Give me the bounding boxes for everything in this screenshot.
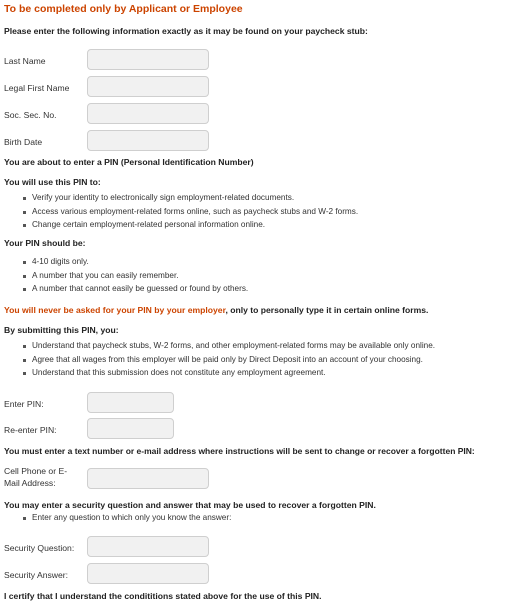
reenter-pin-label: Re-enter PIN: [4, 425, 57, 435]
enter-pin-label: Enter PIN: [4, 399, 44, 409]
contact-label-line2: Mail Address: [4, 478, 56, 488]
form-title: To be completed only by Applicant or Employee [4, 3, 243, 15]
list-item: Verify your identity to electronically sign employment-related documents. [20, 191, 358, 205]
instructions-text: Please enter the following information exactly as it may be found on your paycheck stub: [4, 26, 368, 36]
uses-list [20, 191, 358, 232]
reenter-pin-input[interactable] [87, 418, 174, 439]
security-note-list [20, 511, 231, 525]
uses-heading: You will use this PIN to: [4, 177, 101, 187]
last-name-label: Last Name [4, 56, 46, 66]
security-answer-label: Security Answer: [4, 570, 68, 580]
list-item: A number that you can easily remember. [20, 269, 248, 283]
list-item: Access various employment-related forms online, such as paycheck stubs and W-2 forms. [20, 205, 358, 219]
contact-input[interactable] [87, 468, 209, 489]
submitting-heading: By submitting this PIN, you: [4, 325, 119, 335]
enter-pin-input[interactable] [87, 392, 174, 413]
recovery-heading: You must enter a text number or e-mail address where instructions will be sent to change or recover a forgotten PIN: [4, 446, 475, 456]
security-question-input[interactable] [87, 536, 209, 557]
list-item: Understand that this submission does not constitute any employment agreement. [20, 366, 435, 380]
contact-label-line1: Cell Phone or E- [4, 466, 68, 476]
ssn-input[interactable] [87, 103, 209, 124]
birth-date-input[interactable] [87, 130, 209, 151]
first-name-input[interactable] [87, 76, 209, 97]
list-item: A number that cannot easily be guessed or found by others. [20, 282, 248, 296]
should-be-heading: Your PIN should be: [4, 238, 86, 248]
certify-text: I certify that I understand the condititions stated above for the use of this PIN. [4, 591, 322, 601]
security-answer-input[interactable] [87, 563, 209, 584]
pin-warning [4, 305, 428, 315]
list-item: Understand that paycheck stubs, W-2 forms, and other employment-related forms may be available only online. [20, 339, 435, 353]
birth-date-label: Birth Date [4, 137, 43, 147]
security-question-label: Security Question: [4, 543, 75, 553]
list-item: Enter any question to which only you know the answer: [20, 511, 231, 525]
ssn-label: Soc. Sec. No. [4, 110, 57, 120]
pin-intro-text: You are about to enter a PIN (Personal Identification Number) [4, 157, 254, 167]
first-name-label: Legal First Name [4, 83, 70, 93]
list-item: Change certain employment-related personal information online. [20, 218, 358, 232]
last-name-input[interactable] [87, 49, 209, 70]
should-be-list [20, 255, 248, 296]
pin-warning-rest: , only to personally type it in certain online forms. [225, 305, 429, 315]
submitting-list [20, 339, 435, 380]
contact-label [4, 465, 67, 489]
list-item: 4-10 digits only. [20, 255, 248, 269]
security-heading: You may enter a security question and answer that may be used to recover a forgotten PIN. [4, 500, 376, 510]
list-item: Agree that all wages from this employer will be paid only by Direct Deposit into an account of your choosing. [20, 353, 435, 367]
pin-warning-highlight: You will never be asked for your PIN by your employer [4, 305, 226, 315]
